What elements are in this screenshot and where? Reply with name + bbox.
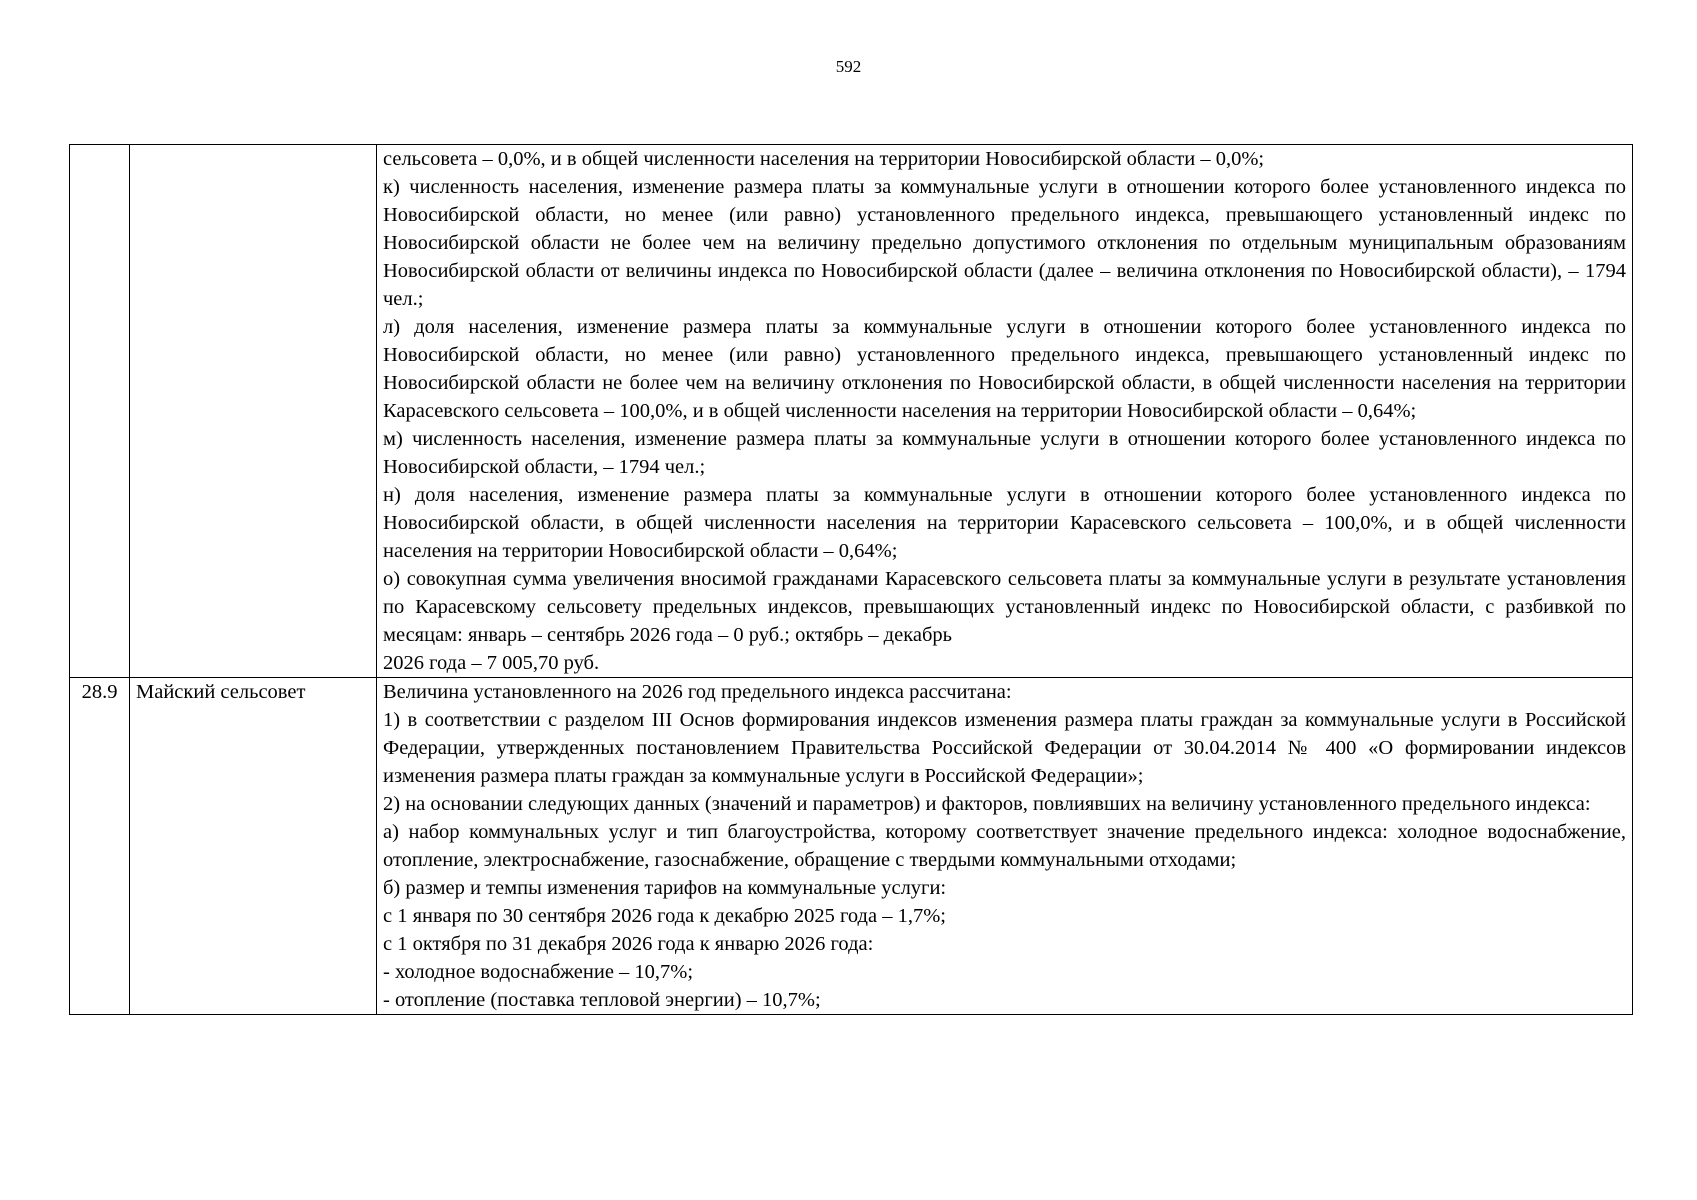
paragraph: 1) в соответствии с разделом III Основ формирования индексов изменения размера платы граждан за коммунальные услуги в Российской Федерации, утвержденных постановлением Правительства Российской Федерации от 30.04.2014 № 400 «О формировании индексов изменения размера платы граждан за коммунальные услуги в Российской Федерации»; <box>383 709 1626 787</box>
row-name-cell <box>130 145 377 678</box>
document-table <box>69 144 1633 1015</box>
paragraph: сельсовета – 0,0%, и в общей численности населения на территории Новосибирской области – 0,0%; <box>383 148 1265 170</box>
paragraph: 2) на основании следующих данных (значений и параметров) и факторов, повлиявших на величину установленного предельного индекса: <box>383 793 1591 815</box>
paragraph: а) набор коммунальных услуг и тип благоустройства, которому соответствует значение предельного индекса: холодное водоснабжение, отопление, электроснабжение, газоснабжение, обращение с твердыми коммунальными отходами; <box>383 821 1626 871</box>
paragraph: н) доля населения, изменение размера платы за коммунальные услуги в отношении которого более установленного индекса по Новосибирской области, в общей численности населения на территории Карасевского сельсовета – 100,0%, и в общей численности населения на территории Новосибирской области – 0,64%; <box>383 484 1626 562</box>
page-number: 592 <box>835 57 862 76</box>
paragraph: Величина установленного на 2026 год предельного индекса рассчитана: <box>383 681 1012 703</box>
paragraph: б) размер и темпы изменения тарифов на коммунальные услуги: <box>383 877 947 899</box>
table-row <box>70 678 1633 1015</box>
row-text-cell <box>377 145 1633 678</box>
row-name-cell: Майский сельсовет <box>130 678 377 1015</box>
paragraph: с 1 января по 30 сентября 2026 года к декабрю 2025 года – 1,7%; <box>383 905 946 927</box>
table-row <box>70 145 1633 678</box>
paragraph: к) численность населения, изменение размера платы за коммунальные услуги в отношении которого более установленного индекса по Новосибирской области, но менее (или равно) установленного предельного индекса, превышающего установленный индекс по Новосибирской области не более чем на величину предельно допустимого отклонения по отдельным муниципальным образованиям Новосибирской области от величины индекса по Новосибирской области (далее – величина отклонения по Новосибирской области), – 1794 чел.; <box>383 176 1626 310</box>
paragraph: с 1 октября по 31 декабря 2026 года к январю 2026 года: <box>383 933 874 955</box>
paragraph: 2026 года – 7 005,70 руб. <box>383 652 600 674</box>
row-text-cell <box>377 678 1633 1015</box>
paragraph: л) доля населения, изменение размера платы за коммунальные услуги в отношении которого более установленного индекса по Новосибирской области, но менее (или равно) установленного предельного индекса, превышающего установленный индекс по Новосибирской области не более чем на величину отклонения по Новосибирской области, в общей численности населения на территории Карасевского сельсовета – 100,0%, и в общей численности населения на территории Новосибирской области – 0,64%; <box>383 316 1626 422</box>
paragraph: о) совокупная сумма увеличения вносимой гражданами Карасевского сельсовета платы за коммунальные услуги в результате установления по Карасевскому сельсовету предельных индексов, превышающих установленный индекс по Новосибирской области, с разбивкой по месяцам: январь – сентябрь 2026 года – 0 руб.; октябрь – декабрь <box>383 568 1626 646</box>
row-number-cell: 28.9 <box>70 678 130 1015</box>
paragraph: м) численность населения, изменение размера платы за коммунальные услуги в отношении которого более установленного индекса по Новосибирской области, – 1794 чел.; <box>383 428 1626 478</box>
row-number-cell <box>70 145 130 678</box>
paragraph: - отопление (поставка тепловой энергии) – 10,7%; <box>383 989 821 1011</box>
paragraph: - холодное водоснабжение – 10,7%; <box>383 961 694 983</box>
